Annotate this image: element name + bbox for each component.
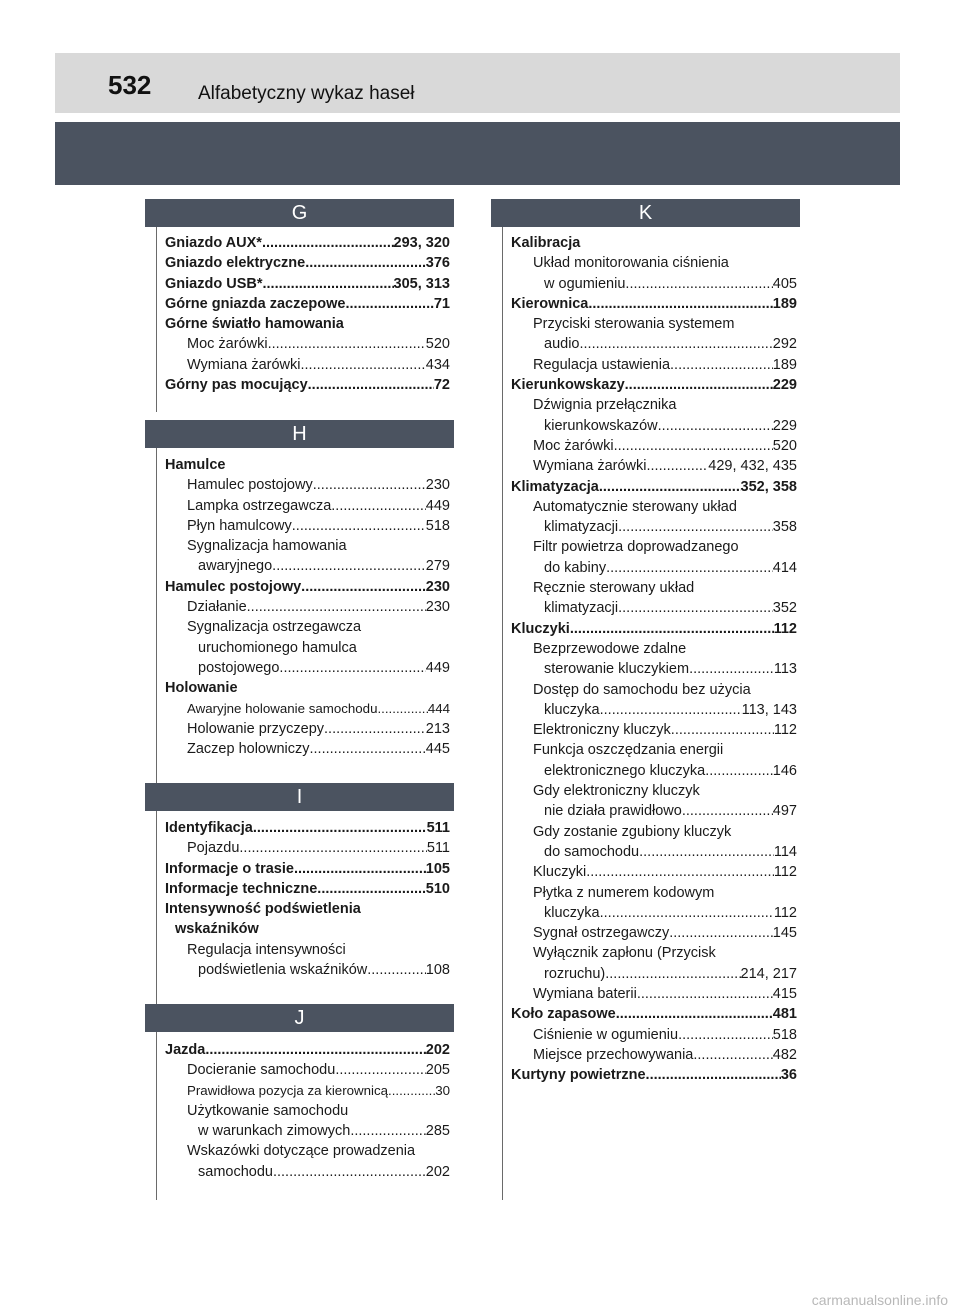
dot-leader (279, 658, 425, 678)
dot-leader (313, 475, 426, 495)
dot-leader (637, 984, 773, 1004)
index-entry (511, 1045, 797, 1065)
index-entry (165, 496, 450, 516)
index-entry (511, 578, 797, 598)
index-entry (165, 253, 450, 273)
index-entry-term: Klimatyzacja (511, 478, 599, 495)
column-rule-left (156, 811, 157, 1004)
index-entry (511, 801, 797, 821)
index-entry-term: Kluczyki (511, 620, 570, 637)
index-entry-term: Górny pas mocujący (165, 377, 308, 394)
index-entry (511, 659, 797, 679)
index-entry-term: uruchomionego hamulca (198, 639, 357, 656)
dot-leader (273, 1162, 426, 1182)
index-entry (165, 1040, 450, 1060)
index-entry-page: 497 (772, 803, 797, 820)
index-entry (511, 903, 797, 923)
index-entry-term: Przyciski sterowania systemem (533, 316, 735, 333)
index-entry-term: Płytka z numerem kodowym (533, 884, 715, 901)
index-entry-page: 511 (426, 820, 450, 836)
dot-leader (678, 1025, 773, 1045)
dot-leader (388, 1081, 435, 1101)
dot-leader (294, 859, 426, 879)
index-entry (511, 558, 797, 578)
index-entry-term: Gdy zostanie zgubiony kluczyk (533, 823, 732, 840)
dot-leader (614, 436, 773, 456)
index-entry-page: 520 (772, 437, 797, 454)
index-entry-page: 405 (772, 275, 797, 292)
index-entry (511, 923, 797, 943)
index-entry-term: audio (544, 336, 580, 353)
index-entry (511, 842, 797, 862)
index-entry (511, 375, 797, 395)
index-entry-term: Ciśnienie w ogumieniu (533, 1026, 679, 1043)
index-entry (511, 598, 797, 618)
index-entry-page: 510 (425, 880, 450, 897)
index-entry-page: 352, 358 (740, 478, 797, 495)
index-entry-term: Kierunkowskazy (511, 377, 625, 394)
dot-leader (331, 496, 426, 516)
index-entry (511, 883, 797, 903)
index-entry (511, 274, 797, 294)
section-header-h: H (145, 420, 454, 448)
watermark: carmanualsonline.info (811, 1292, 948, 1308)
dot-leader (693, 1045, 772, 1065)
index-entry-page: 293, 320 (393, 235, 450, 251)
index-entry-page: 205 (425, 1062, 450, 1079)
header-band (55, 122, 900, 185)
index-entry-term: Identyfikacja (165, 820, 253, 836)
index-entry (165, 899, 450, 919)
index-entry-term: kierunkowskazów (544, 417, 658, 434)
index-entry-page: 358 (772, 519, 797, 536)
index-entry-page: 71 (433, 295, 450, 312)
index-entry (165, 1101, 450, 1121)
index-entry (511, 1065, 797, 1085)
index-entry-page: 518 (425, 517, 450, 534)
index-entry-page: 36 (780, 1067, 797, 1084)
index-entry (165, 375, 450, 395)
section-header-k: K (491, 199, 800, 227)
index-entry-term: podświetlenia wskaźników (198, 962, 368, 979)
index-entry-term: Moc żarówki (187, 336, 268, 353)
index-entry-term: Wymiana żarówki (187, 356, 301, 373)
dot-leader (682, 801, 773, 821)
index-entry-term: Jazda (165, 1042, 206, 1058)
index-entry-page: 189 (772, 295, 797, 312)
index-entry (165, 940, 450, 960)
index-entry-page: 511 (426, 840, 450, 857)
index-entry-term: Działanie (187, 599, 247, 616)
index-entry-term: Hamulce (165, 457, 226, 473)
index-entry-page: 113 (773, 661, 797, 678)
index-entry-page: 481 (772, 1006, 797, 1023)
dot-leader (262, 274, 393, 294)
index-entry (511, 436, 797, 456)
dot-leader (272, 556, 426, 576)
dot-leader (658, 416, 773, 436)
dot-leader (268, 334, 426, 354)
dot-leader (570, 619, 774, 639)
index-entry-term: Dostęp do samochodu bez użycia (533, 681, 751, 698)
index-entry-page: 520 (425, 336, 450, 353)
index-entry-page: 449 (425, 659, 450, 676)
index-entry (165, 1162, 450, 1182)
dot-leader (669, 923, 773, 943)
dot-leader (670, 355, 773, 375)
index-entry-term: w ogumieniu (544, 275, 626, 292)
dot-leader (292, 516, 426, 536)
dot-leader (205, 1040, 425, 1060)
dot-leader (300, 355, 425, 375)
dot-leader (586, 862, 774, 882)
dot-leader (600, 700, 742, 720)
index-entry (165, 1060, 450, 1080)
header-bar (55, 53, 900, 113)
index-entry-page: 229 (772, 377, 797, 394)
index-entry-term: Wymiana baterii (533, 985, 637, 1002)
dot-leader (616, 1004, 773, 1024)
index-entry-page: 434 (425, 356, 450, 373)
dot-leader (317, 879, 426, 899)
index-entry-term: Dźwignia przełącznika (533, 397, 677, 414)
index-entry-term: Sygnalizacja hamowania (187, 538, 347, 555)
index-entry (511, 720, 797, 740)
index-entry-term: Gniazdo AUX* (165, 235, 262, 251)
index-entry-term: Kalibracja (511, 235, 581, 251)
index-entry-term: Regulacja intensywności (187, 941, 346, 958)
index-entry (165, 818, 450, 838)
index-entry (511, 822, 797, 842)
index-entry-page: 214, 217 (740, 965, 797, 982)
index-entry (511, 639, 797, 659)
index-entry-page: 444 (427, 700, 450, 716)
column-rule-right (502, 227, 503, 1200)
index-entry (511, 456, 797, 476)
index-entry (511, 964, 797, 984)
index-entry-page: 279 (425, 558, 450, 575)
section-entries-i (165, 818, 450, 980)
index-entry (511, 680, 797, 700)
index-entry (511, 700, 797, 720)
index-entry-term: Sygnał ostrzegawczy (533, 925, 670, 942)
index-entry-term: w warunkach zimowych (198, 1123, 351, 1140)
index-entry (165, 1121, 450, 1141)
index-entry (511, 761, 797, 781)
index-entry-term: postojowego (198, 659, 280, 676)
index-entry-page: 429, 432, 435 (708, 458, 797, 475)
index-entry-term: rozruchu) (544, 965, 606, 982)
index-entry (165, 455, 450, 475)
index-entry (511, 334, 797, 354)
dot-leader (247, 597, 426, 617)
index-entry (511, 1025, 797, 1045)
dot-leader (350, 1121, 425, 1141)
index-entry (165, 960, 450, 980)
dot-leader (324, 719, 426, 739)
index-entry-term: Kluczyki (533, 864, 587, 881)
dot-leader (689, 659, 774, 679)
index-entry (165, 536, 450, 556)
dot-leader (705, 761, 773, 781)
page-title: Alfabetyczny wykaz haseł (198, 83, 415, 104)
index-entry (165, 314, 450, 334)
index-entry-term: Lampka ostrzegawcza (187, 497, 332, 514)
index-entry-term: Układ monitorowania ciśnienia (533, 255, 729, 272)
index-entry-page: 189 (772, 356, 797, 373)
index-entry (511, 619, 797, 639)
index-entry-page: 72 (433, 377, 450, 394)
index-entry-term: Zaczep holowniczy (187, 741, 310, 758)
dot-leader (588, 294, 772, 314)
index-entry-page: 414 (772, 559, 797, 576)
section-header-j: J (145, 1004, 454, 1032)
index-entry (511, 355, 797, 375)
index-entry (165, 739, 450, 759)
index-entry-term: Wymiana żarówki (533, 458, 647, 475)
index-entry-page: 145 (772, 925, 797, 942)
index-entry-term: do kabiny (544, 559, 607, 576)
index-entry-term: elektronicznego kluczyka (544, 762, 706, 779)
index-entry-term: awaryjnego (198, 558, 273, 575)
index-entry-term: Hamulec postojowy (165, 578, 302, 595)
page-number: 532 (108, 70, 152, 100)
index-entry (511, 416, 797, 436)
index-entry (511, 294, 797, 314)
index-entry (165, 617, 450, 637)
index-entry-page: 112 (773, 722, 797, 739)
index-entry-term: Holowanie przyczepy (187, 720, 325, 737)
section-entries-h (165, 455, 450, 759)
section-entries-k (511, 233, 797, 1085)
index-entry-term: Funkcja oszczędzania energii (533, 742, 724, 759)
index-entry-term: Górne gniazda zaczepowe (165, 295, 346, 312)
dot-leader (618, 598, 773, 618)
index-entry-term: Moc żarówki (533, 437, 614, 454)
section-header-i: I (145, 783, 454, 811)
index-entry-term: Automatycznie sterowany układ (533, 498, 737, 515)
index-entry (511, 395, 797, 415)
dot-leader (346, 294, 434, 314)
index-entry-page: 518 (772, 1026, 797, 1043)
dot-leader (600, 903, 774, 923)
index-entry-page: 146 (772, 762, 797, 779)
index-entry-page: 229 (772, 417, 797, 434)
section-header-g: G (145, 199, 454, 227)
index-entry-page: 112 (773, 620, 797, 637)
index-entry-term: Bezprzewodowe zdalne (533, 640, 687, 657)
index-entry (511, 862, 797, 882)
dot-leader (605, 964, 740, 984)
index-entry-term: Elektroniczny kluczyk (533, 722, 671, 739)
index-entry (511, 537, 797, 557)
index-entry-term: Kurtyny powietrzne (511, 1067, 646, 1084)
index-entry-term: Pojazdu (187, 840, 240, 857)
index-entry-page: 292 (772, 336, 797, 353)
index-entry-term: Kierownica (511, 295, 589, 312)
index-entry-page: 376 (425, 255, 450, 272)
column-rule-left (156, 1032, 157, 1200)
index-entry (165, 658, 450, 678)
dot-leader (625, 274, 772, 294)
index-entry-page: 30 (435, 1082, 450, 1098)
index-entry-page: 445 (425, 741, 450, 758)
index-entry-term: Ręcznie sterowany układ (533, 580, 695, 597)
index-entry (165, 274, 450, 294)
index-entry (165, 556, 450, 576)
dot-leader (367, 960, 426, 980)
index-entry-page: 449 (425, 497, 450, 514)
index-entry (165, 699, 450, 719)
index-entry-page: 213 (425, 720, 450, 737)
index-entry (165, 719, 450, 739)
dot-leader (625, 375, 773, 395)
index-entry-page: 352 (772, 600, 797, 617)
index-entry-term: Informacje techniczne (165, 880, 318, 897)
index-entry-term: kluczyka (544, 701, 600, 718)
index-entry-term: Wyłącznik zapłonu (Przycisk (533, 945, 716, 962)
dot-leader (253, 818, 427, 838)
index-entry-page: 230 (425, 599, 450, 616)
index-entry (165, 475, 450, 495)
section-entries-g (165, 233, 450, 395)
index-entry-term: wskaźników (175, 921, 259, 938)
index-entry (165, 577, 450, 597)
dot-leader (618, 517, 773, 537)
index-entry-page: 105 (425, 860, 450, 877)
dot-leader (646, 1065, 781, 1085)
index-entry-term: Sygnalizacja ostrzegawcza (187, 619, 362, 636)
index-entry-page: 230 (425, 578, 450, 595)
index-entry (165, 678, 450, 698)
index-entry (511, 1004, 797, 1024)
dot-leader (310, 739, 426, 759)
index-entry-term: Górne światło hamowania (165, 316, 344, 333)
index-entry (511, 943, 797, 963)
column-rule-left (156, 448, 157, 783)
index-entry (511, 314, 797, 334)
index-entry (165, 1081, 450, 1101)
dot-leader (639, 842, 774, 862)
index-entry (165, 859, 450, 879)
index-entry-term: Prawidłowa pozycja za kierownicą (187, 1082, 389, 1098)
index-entry-term: sterowanie kluczykiem (544, 661, 690, 678)
index-entry-page: 202 (425, 1042, 450, 1058)
index-entry-term: Intensywność podświetlenia (165, 901, 361, 918)
dot-leader (646, 456, 708, 476)
section-entries-j (165, 1040, 450, 1182)
index-entry (511, 497, 797, 517)
index-entry (165, 1141, 450, 1161)
index-entry-term: samochodu (198, 1163, 273, 1180)
index-entry-term: Gniazdo USB* (165, 275, 263, 292)
dot-leader (335, 1060, 425, 1080)
index-entry-term: kluczyka (544, 904, 600, 921)
index-entry (165, 838, 450, 858)
dot-leader (579, 334, 772, 354)
dot-leader (308, 375, 434, 395)
index-entry-term: Filtr powietrza doprowadzanego (533, 539, 739, 556)
index-entry (165, 879, 450, 899)
index-entry-page: 114 (773, 843, 797, 860)
index-entry-page: 202 (425, 1163, 450, 1180)
index-entry-page: 482 (772, 1046, 797, 1063)
index-entry-term: Docieranie samochodu (187, 1062, 336, 1079)
index-entry-term: Wskazówki dotyczące prowadzenia (187, 1143, 416, 1160)
dot-leader (606, 558, 773, 578)
index-entry (165, 919, 450, 939)
index-entry-term: do samochodu (544, 843, 640, 860)
index-entry-term: klimatyzacji (544, 519, 619, 536)
index-entry (165, 516, 450, 536)
index-entry-page: 112 (773, 864, 797, 881)
index-entry-term: Użytkowanie samochodu (187, 1102, 349, 1119)
index-entry-term: nie działa prawidłowo (544, 803, 682, 820)
index-entry (511, 253, 797, 273)
dot-leader (301, 577, 426, 597)
index-entry (511, 477, 797, 497)
index-entry (511, 233, 797, 253)
index-entry (165, 597, 450, 617)
index-entry-term: Regulacja ustawienia (533, 356, 671, 373)
index-entry-term: Koło zapasowe (511, 1006, 616, 1023)
index-entry-page: 415 (772, 985, 797, 1002)
index-entry-term: Awaryjne holowanie samochodu (187, 700, 378, 716)
index-entry-term: Holowanie (165, 680, 238, 697)
index-entry (165, 294, 450, 314)
index-entry (511, 984, 797, 1004)
index-entry-page: 112 (773, 904, 797, 921)
column-rule-left (156, 227, 157, 412)
index-entry-term: Płyn hamulcowy (187, 517, 292, 534)
dot-leader (599, 477, 741, 497)
dot-leader (671, 720, 774, 740)
index-entry (165, 233, 450, 253)
index-entry-term: Informacje o trasie (165, 860, 294, 877)
index-entry-page: 230 (425, 477, 450, 494)
dot-leader (305, 253, 426, 273)
index-entry (165, 334, 450, 354)
index-entry (165, 638, 450, 658)
index-entry-page: 108 (425, 962, 450, 979)
index-entry-page: 113, 143 (741, 701, 797, 718)
index-entry-page: 285 (425, 1123, 450, 1140)
index-entry-term: Gdy elektroniczny kluczyk (533, 783, 700, 800)
index-entry-page: 305, 313 (393, 275, 450, 292)
index-entry (511, 740, 797, 760)
dot-leader (262, 233, 394, 253)
index-entry-term: Miejsce przechowywania (533, 1046, 694, 1063)
index-entry (511, 781, 797, 801)
index-entry (511, 517, 797, 537)
index-entry (165, 355, 450, 375)
index-entry-term: klimatyzacji (544, 600, 619, 617)
index-entry-term: Hamulec postojowy (187, 477, 313, 494)
index-entry-term: Gniazdo elektryczne (165, 255, 306, 272)
dot-leader (239, 838, 426, 858)
dot-leader (377, 699, 427, 719)
